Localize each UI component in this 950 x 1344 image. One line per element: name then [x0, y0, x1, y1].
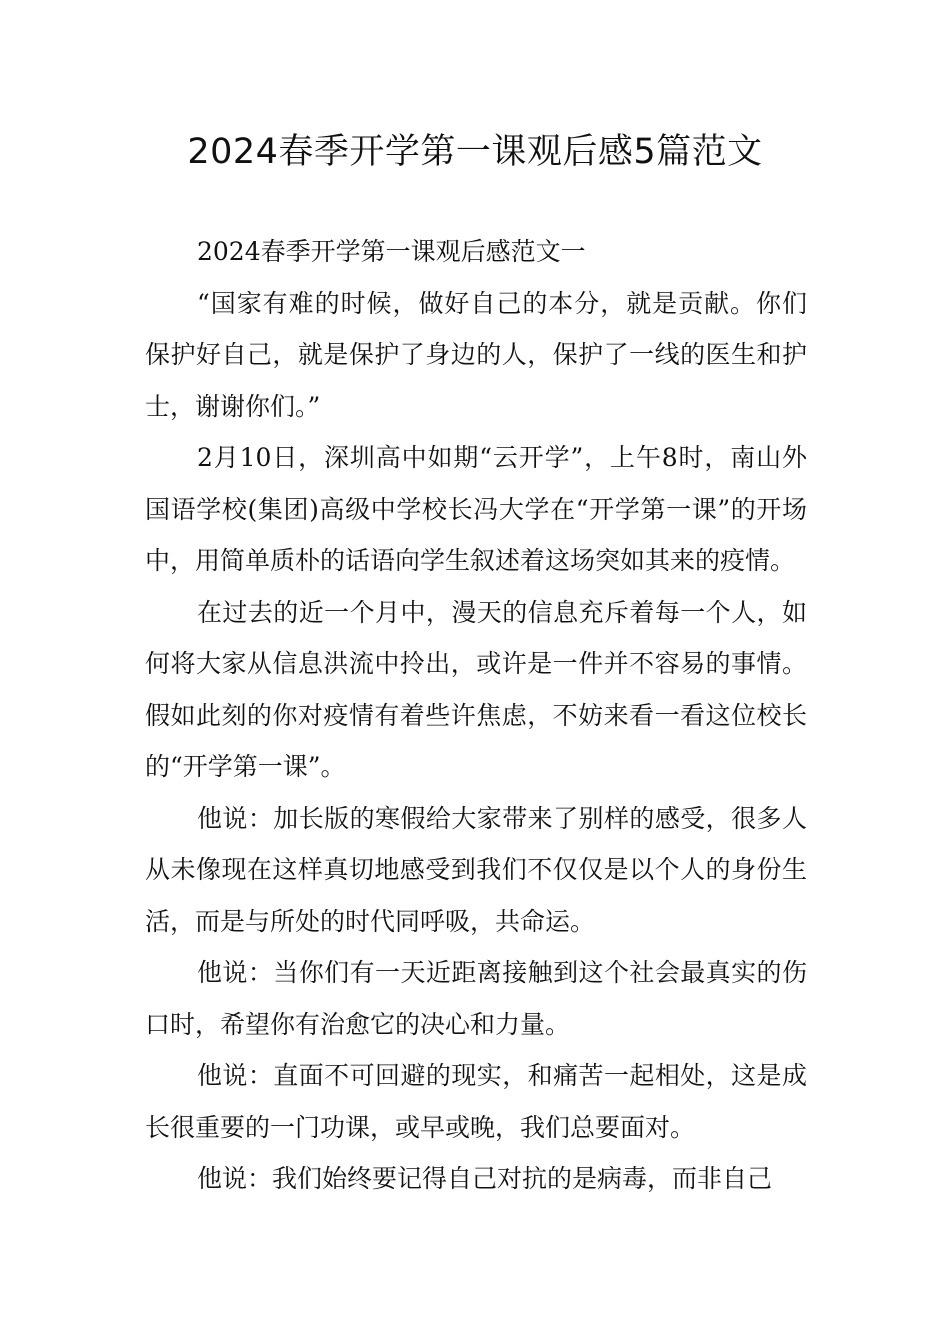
paragraph-7: 他说：我们始终要记得自己对抗的是病毒，而非自己	[197, 1164, 773, 1193]
paragraph-4: 他说：加长版的寒假给大家带来了别样的感受，很多人从未像现在这样真切地感受到我们不仅仅是以个人的身份生活，而是与所处的时代同呼吸，共命运。	[145, 803, 807, 936]
paragraph-1: “国家有难的时候，做好自己的本分，就是贡献。你们保护好自己，就是保护了身边的人，保护了一线的医生和护士，谢谢你们。”	[145, 288, 807, 421]
document-title: 2024春季开学第一课观后感5篇范文	[187, 132, 763, 172]
paragraph-2: 2月10日，深圳高中如期“云开学”，上午8时，南山外国语学校(集团)高级中学校长冯大学在“开学第一课”的开场中，用简单质朴的话语向学生叙述着这场突如其来的疫情。	[145, 443, 807, 575]
paragraph-5: 他说：当你们有一天近距离接触到这个社会最真实的伤口时，希望你有治愈它的决心和力量。	[145, 958, 807, 1039]
paragraph-6: 他说：直面不可回避的现实，和痛苦一起相处，这是成长很重要的一门功课，或早或晚，我们总要面对。	[145, 1061, 807, 1142]
document-body	[145, 226, 807, 1205]
section-heading: 2024春季开学第一课观后感范文一	[197, 237, 586, 266]
paragraph-3: 在过去的近一个月中，漫天的信息充斥着每一个人，如何将大家从信息洪流中拎出，或许是一件并不容易的事情。假如此刻的你对疫情有着些许焦虑，不妨来看一看这位校长的“开学第一课”。	[145, 597, 807, 781]
